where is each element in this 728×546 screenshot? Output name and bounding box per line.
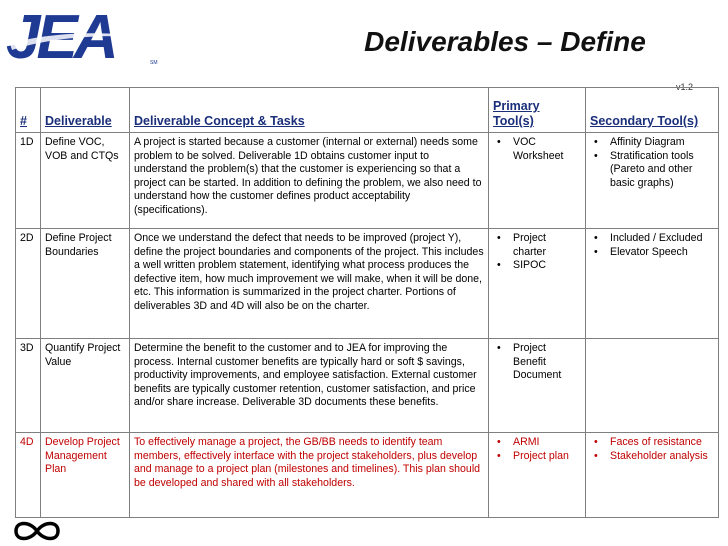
row-primary-tools (489, 339, 586, 433)
jea-logo (4, 4, 164, 66)
row-number: 4D (16, 433, 41, 518)
row-primary-tools (489, 433, 586, 518)
logo-text: JEA (6, 4, 115, 66)
row-deliverable: Define Project Boundaries (41, 229, 130, 339)
table-row (16, 433, 719, 518)
row-primary-tools (489, 133, 586, 229)
tool-item: • ARMI (513, 436, 581, 450)
table-row (16, 133, 719, 229)
row-number: 2D (16, 229, 41, 339)
column-header-secondary-tools: Secondary Tool(s) (586, 88, 719, 133)
row-primary-tools (489, 229, 586, 339)
tool-item: • SIPOC (513, 259, 581, 273)
row-concept: To effectively manage a project, the GB/BB needs to identify team members, effectively interface with the project stakeholders, plus develop and manage to a project plan (milestones and timelines). This plan should be developed and shared with all stakeholders. (130, 433, 489, 518)
row-concept: Determine the benefit to the customer and to JEA for improving the process. Internal customer benefits are typically hard or soft $ savings, productivity improvements, and employee satisfaction. External customer benefits are typically customer retention, customer satisfaction, and price and/or share increase. Deliverable 3D documents these benefits. (130, 339, 489, 433)
table-header-row (16, 88, 719, 133)
tool-item: • Project plan (513, 450, 581, 464)
deliverables-table (15, 87, 719, 518)
row-concept: A project is started because a customer (internal or external) needs some problem to be solved. Deliverable 1D obtains customer input to understand the problem(s) that the customer is experiencing so that a project can be started. In addition to defining the problem, we also need to understand how the customer defines product acceptability (specifications). (130, 133, 489, 229)
tool-item: • Faces of resistance (610, 436, 714, 450)
column-header-primary-tools: Primary Tool(s) (489, 88, 586, 133)
row-deliverable: Develop Project Management Plan (41, 433, 130, 518)
version-label: v1.2 (676, 82, 694, 92)
table-row (16, 339, 719, 433)
column-header-num: # (16, 88, 41, 133)
row-secondary-tools (586, 229, 719, 339)
infinity-icon (12, 519, 62, 543)
column-header-deliverable: Deliverable (41, 88, 130, 133)
tool-item: • Stakeholder analysis (610, 450, 714, 464)
column-header-concept: Deliverable Concept & Tasks (130, 88, 489, 133)
tool-item: • Stratification tools (Pareto and other basic graphs) (610, 150, 714, 191)
row-concept: Once we understand the defect that needs to be improved (project Y), define the project boundaries and components of the project. This includes a well written problem statement, identifying what process produces the defective item, how much improvement we will make, when it will be done, etc. This information is summarized in the project charter. Portions of deliverables 3D and 4D will also be on the charter. (130, 229, 489, 339)
logo-mark: SM (150, 60, 158, 66)
tool-item: • Affinity Diagram (610, 136, 714, 150)
tool-item: • Project charter (513, 232, 581, 259)
row-number: 3D (16, 339, 41, 433)
tool-item: • VOC Worksheet (513, 136, 581, 163)
row-secondary-tools (586, 433, 719, 518)
row-deliverable: Quantify Project Value (41, 339, 130, 433)
tool-item: • Project Benefit Document (513, 342, 581, 383)
page-title: Deliverables – Define (364, 26, 646, 57)
table-row (16, 229, 719, 339)
row-secondary-tools (586, 339, 719, 433)
tool-item: • Elevator Speech (610, 246, 714, 260)
row-deliverable: Define VOC, VOB and CTQs (41, 133, 130, 229)
row-secondary-tools (586, 133, 719, 229)
tool-item: • Included / Excluded (610, 232, 714, 246)
row-number: 1D (16, 133, 41, 229)
